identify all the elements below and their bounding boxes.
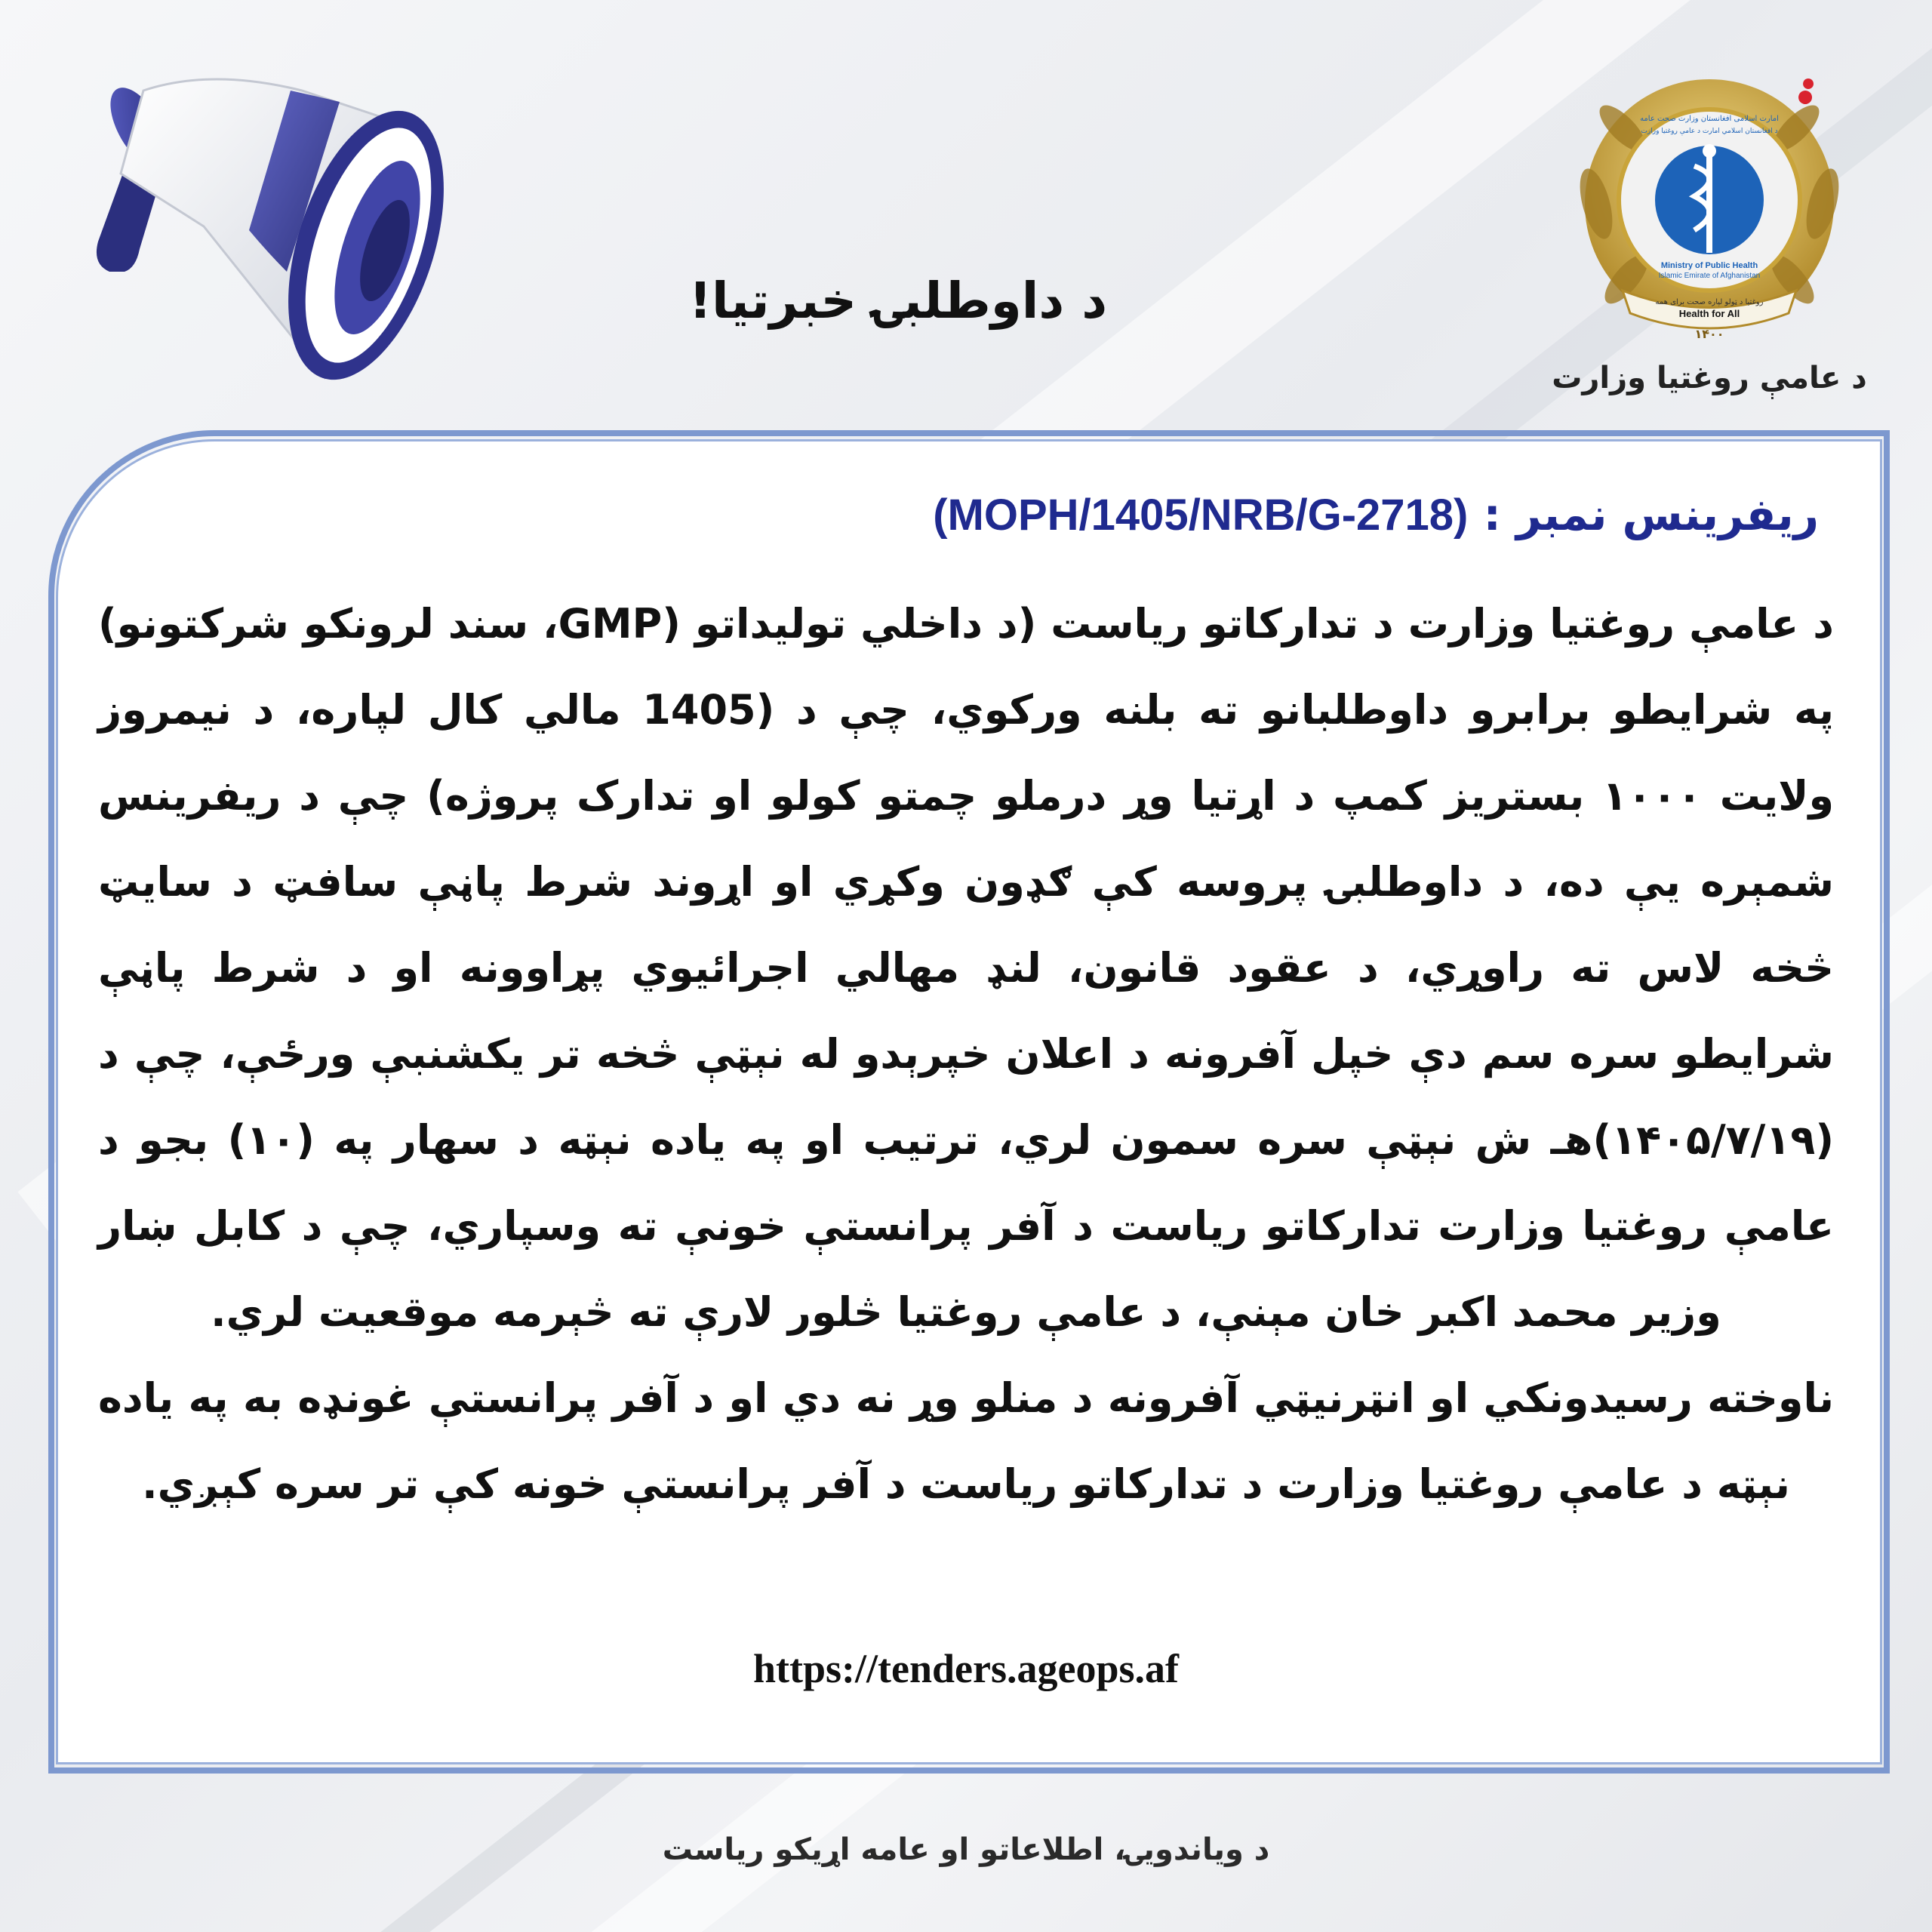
footer-text: د ویاندویۍ، اطلاعاتو او عامه اړیکو ریاست: [662, 1832, 1270, 1867]
reference-label: ریفرینس نمبر :: [1483, 489, 1819, 540]
svg-text:د افغانستان اسلامي امارت د عام: د افغانستان اسلامي امارت د عامې روغتیا وزارت: [1641, 128, 1778, 135]
reference-code: (MOPH/1405/NRB/G-2718): [933, 491, 1469, 540]
ministry-logo: [1562, 75, 1857, 355]
page-title: د داوطلبۍ خبرتیا!: [688, 272, 1108, 330]
megaphone-icon: [75, 45, 468, 400]
svg-text:Ministry of Public Health: Ministry of Public Health: [1660, 261, 1758, 270]
svg-text:امارت اسلامی افغانستان وزارت ص: امارت اسلامی افغانستان وزارت صحت عامه: [1640, 115, 1779, 123]
note-paragraph: ناوخته رسیدونکي او انټرنیټي آفرونه د منلو وړ نه دي او د آفر پرانستې غونډه به په یاده نېټه د عامې روغتیا وزارت د تدارکاتو ریاست د آفر پرانستې خونه کې تر سره کېږي.: [98, 1374, 1834, 1508]
tenders-link[interactable]: https://tenders.ageops.af: [753, 1646, 1179, 1691]
svg-text:Health for All: Health for All: [1678, 308, 1740, 319]
announcement-body: [98, 581, 1834, 1527]
reference-number: [933, 489, 1819, 540]
svg-text:Islamic Emirate of Afghanistan: Islamic Emirate of Afghanistan: [1658, 272, 1761, 280]
body-paragraph: د عامې روغتیا وزارت د تدارکاتو ریاست (د داخلي تولیداتو (GMP، سند لرونکو شرکتونو) په شرایطو برابرو داوطلبانو ته بلنه ورکوي، چې د (1405 مالي کال لپاره، د نیمروز ولایت ۱۰۰۰ بستریز کمپ د اړتیا وړ درملو چمتو کولو او تدارک پروژه) چې د ریفرینس شمېره یې ده، د داوطلبۍ پروسه کې ګډون وکړي او اړوند شرط پاڼې سافټ د سایټ څخه لاس ته راوړي، د عقود قانون، لنډ مهالي اجرائیوي پړاوونه او د شرط پاڼې شرایطو سره سم دې خپل آفرونه د اعلان خپرېدو له نېټې څخه تر یکشنبې ورځې، چې د (۱۴۰۵/۷/۱۹)هـ ش نېټې سره سمون لري، ترتیب او په یاده نېټه د سهار په (۱۰) بجو د عامې روغتیا وزارت تدارکاتو ریاست د آفر پرانستې خونې ته وسپاري، چې د کابل ښار وزیر محمد اکبر خان مېنې، د عامې روغتیا څلور لارې ته څېرمه موقعیت لري.: [98, 600, 1835, 1336]
svg-text:روغتیا د ټولو لپاره صحت برای: روغتیا د ټولو لپاره صحت برای همه: [1655, 298, 1764, 306]
svg-text:۱۴۰۰: ۱۴۰۰: [1694, 327, 1724, 341]
ministry-caption: د عامې روغتیا وزارت: [1552, 361, 1867, 395]
